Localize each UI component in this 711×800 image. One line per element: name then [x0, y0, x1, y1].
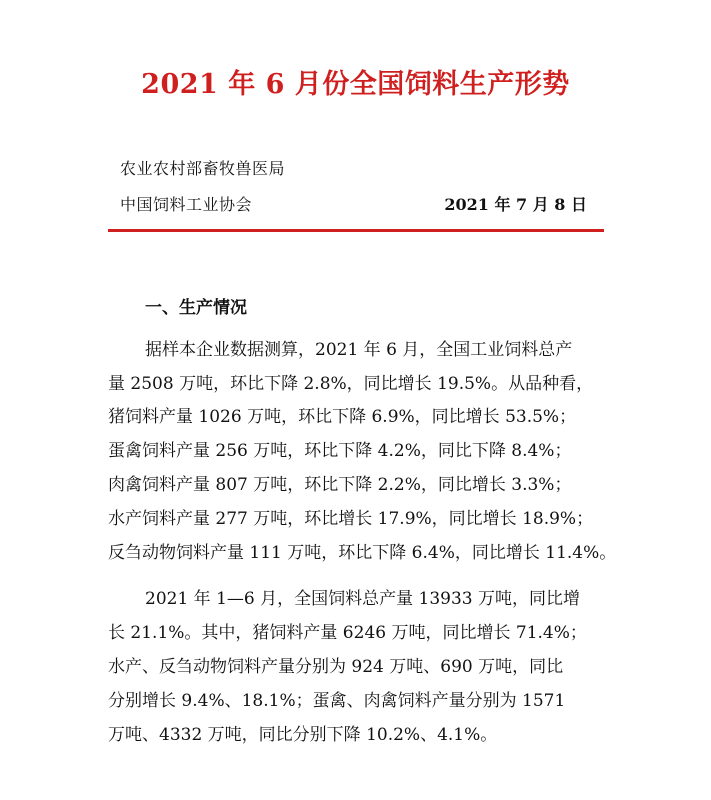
issuer-association: 中国饲料工业协会 — [120, 195, 253, 214]
paragraph-line: 反刍动物饲料产量 111 万吨，环比下降 6.4%，同比增长 11.4%。 — [108, 543, 617, 563]
paragraph-line: 据样本企业数据测算，2021 年 6 月，全国工业饲料总产 — [145, 340, 573, 360]
paragraph-line: 分别增长 9.4%、18.1%；蛋禽、肉禽饲料产量分别为 1571 — [108, 691, 566, 711]
paragraph-line: 肉禽饲料产量 807 万吨，环比下降 2.2%，同比增长 3.3%； — [108, 475, 572, 495]
issue-date: 2021 年 7 月 8 日 — [444, 195, 587, 214]
paragraph-line: 猪饲料产量 1026 万吨，环比下降 6.9%，同比增长 53.5%； — [108, 407, 577, 427]
section-heading: 一、生产情况 — [145, 298, 247, 318]
paragraph-line: 水产饲料产量 277 万吨，环比增长 17.9%，同比增长 18.9%； — [108, 509, 594, 529]
paragraph-line: 水产、反刍动物饲料产量分别为 924 万吨、690 万吨，同比 — [108, 657, 564, 677]
issuer-ministry: 农业农村部畜牧兽医局 — [120, 159, 286, 178]
header-divider — [108, 229, 604, 232]
paragraph-line: 长 21.1%。其中，猪饲料产量 6246 万吨，同比增长 71.4%； — [108, 623, 587, 643]
document-title: 2021 年 6 月份全国饲料生产形势 — [141, 69, 570, 100]
paragraph-line: 2021 年 1—6 月，全国饲料总产量 13933 万吨，同比增 — [145, 589, 580, 609]
paragraph-line: 蛋禽饲料产量 256 万吨，环比下降 4.2%，同比下降 8.4%； — [108, 441, 572, 461]
paragraph-line: 量 2508 万吨，环比下降 2.8%，同比增长 19.5%。从品种看， — [108, 374, 594, 394]
paragraph-line: 万吨、4332 万吨，同比分别下降 10.2%、4.1%。 — [108, 725, 498, 745]
